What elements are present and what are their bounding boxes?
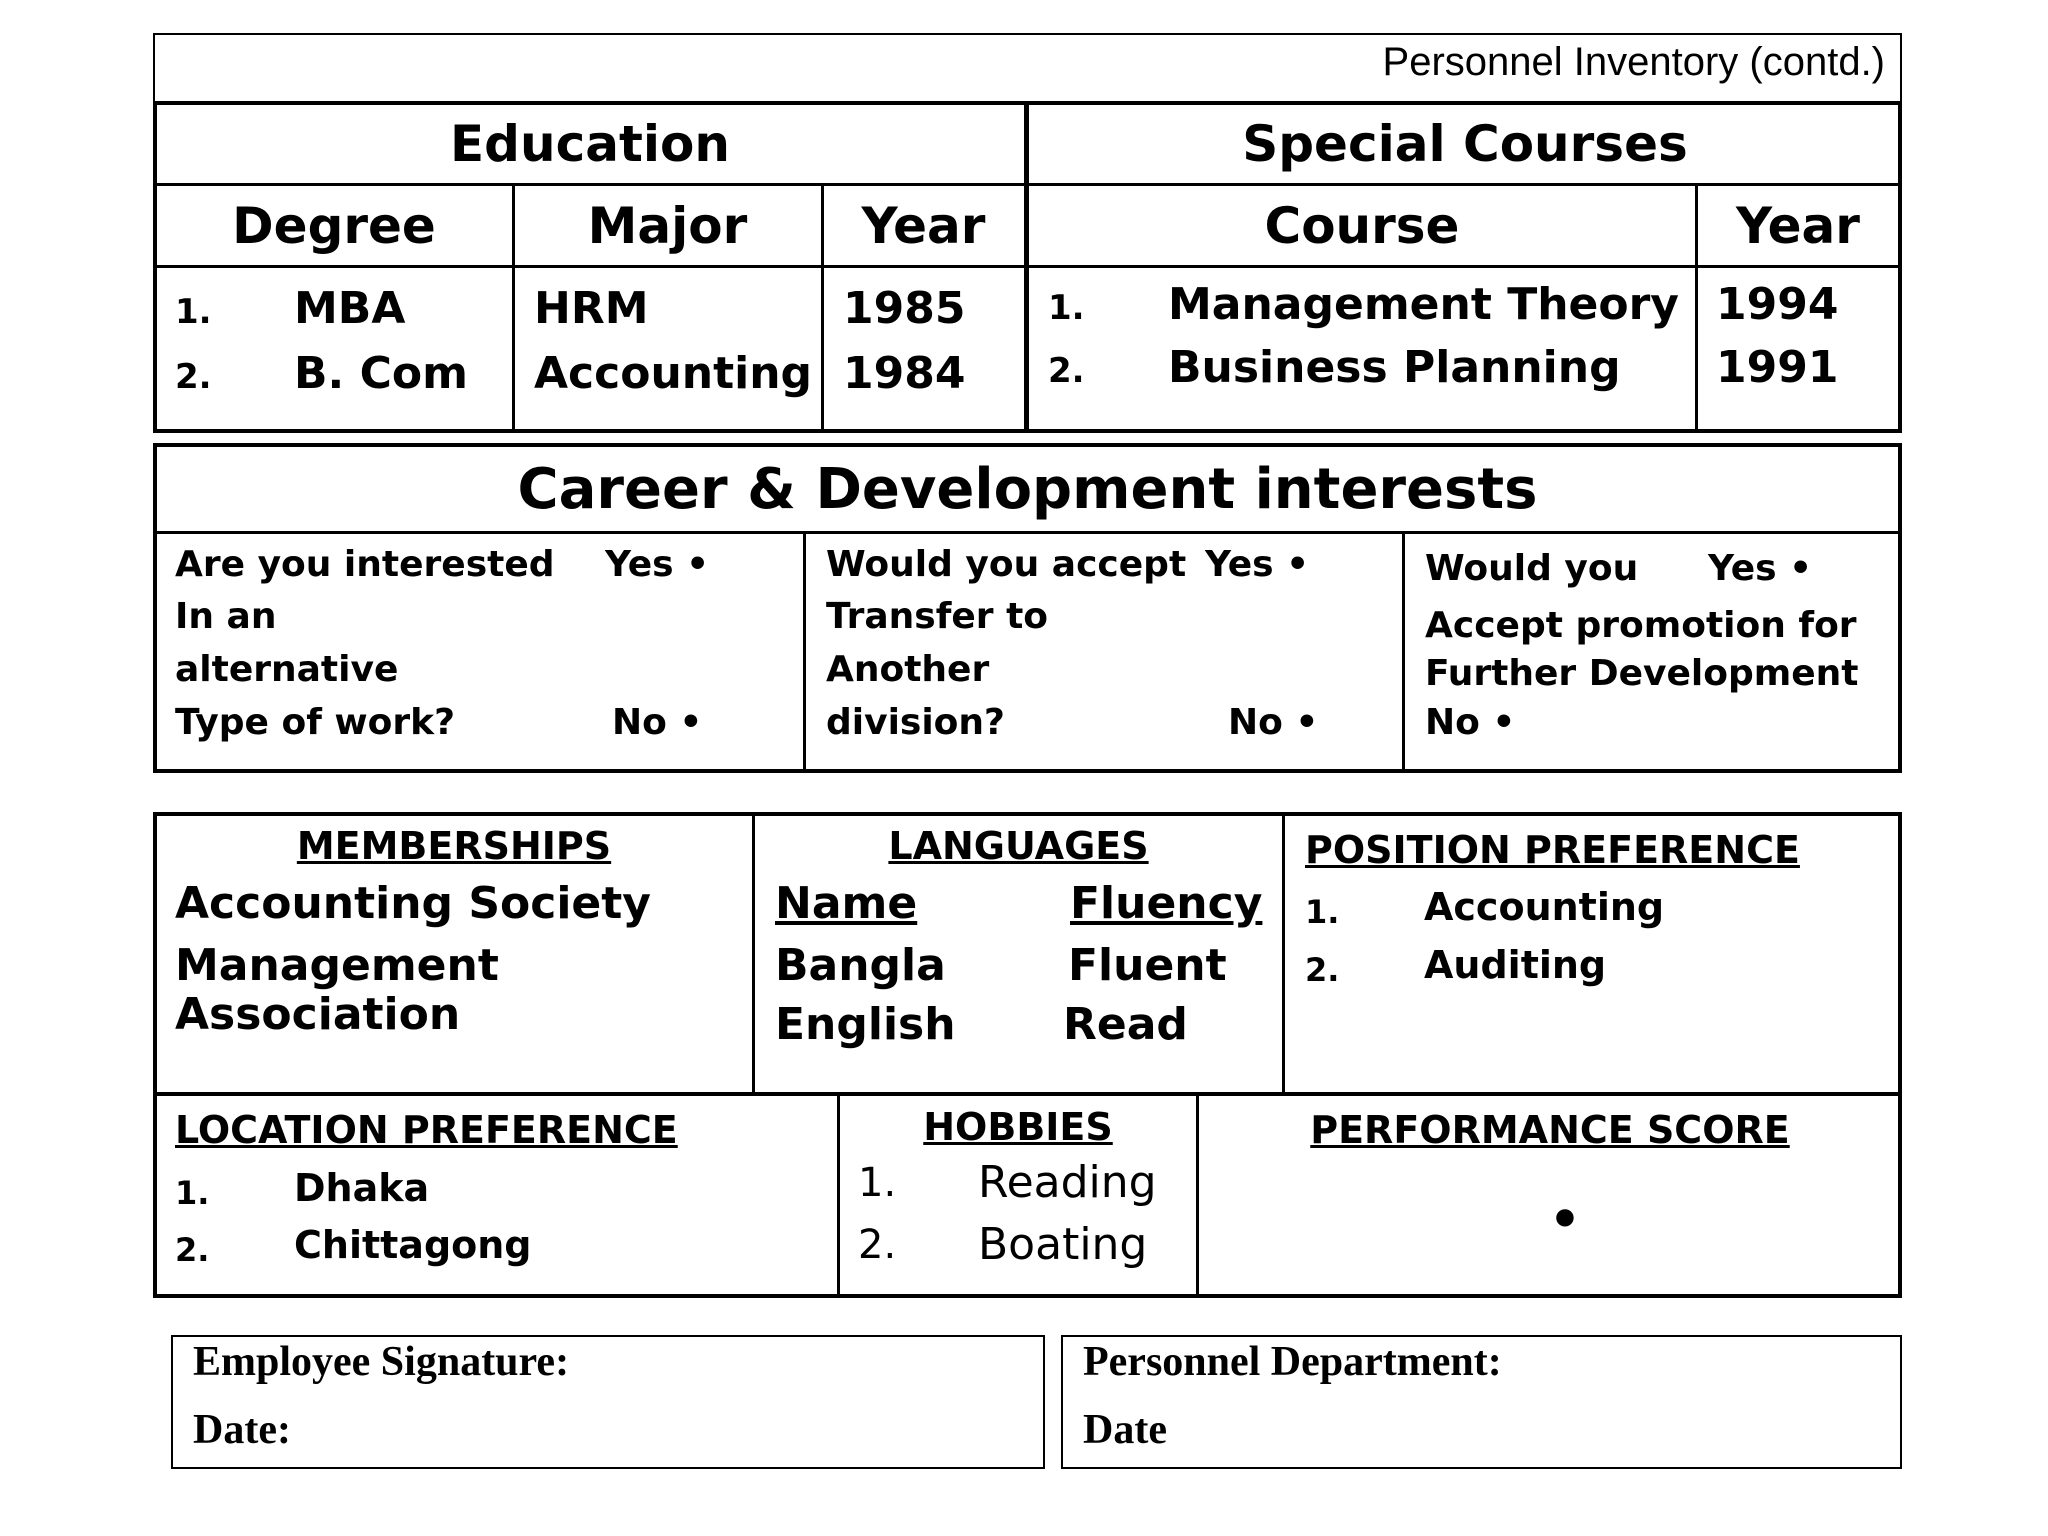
special-courses-title: Special Courses: [1242, 115, 1688, 173]
language-name: Bangla: [775, 940, 946, 991]
performance-title: PERFORMANCE SCORE: [1310, 1108, 1790, 1152]
col-degree: Degree: [232, 197, 436, 255]
hobby-item: Reading: [978, 1157, 1157, 1208]
q3-no-option[interactable]: No •: [1425, 702, 1516, 743]
memberships-title: MEMBERSHIPS: [296, 824, 612, 868]
q2-no-option[interactable]: No •: [1228, 702, 1319, 743]
q1-yes-option[interactable]: Yes •: [605, 544, 710, 585]
q2-yes-option[interactable]: Yes •: [1205, 544, 1310, 585]
q3-yes-option[interactable]: Yes •: [1708, 548, 1813, 589]
hobby-num: 1.: [858, 1160, 897, 1206]
course-row-num: 1.: [1048, 288, 1085, 328]
languages-col-fluency: Fluency: [1070, 878, 1263, 929]
course-row-num: 2.: [1048, 351, 1085, 391]
personnel-department-label: Personnel Department:: [1083, 1339, 1502, 1385]
membership-item: Management: [175, 940, 499, 991]
position-pref-title: POSITION PREFERENCE: [1305, 828, 1800, 872]
col-course: Course: [1264, 197, 1460, 255]
position-pref-num: 2.: [1305, 951, 1340, 989]
q2-line: Would you accept: [826, 544, 1187, 585]
edu-row-year: 1985: [843, 283, 966, 334]
divider: [155, 531, 1900, 534]
divider: [752, 814, 755, 1093]
q1-line: Type of work?: [175, 702, 455, 743]
languages-col-name: Name: [775, 878, 918, 929]
col-major: Major: [587, 197, 748, 255]
location-pref-title: LOCATION PREFERENCE: [175, 1108, 678, 1152]
edu-row-num: 1.: [175, 292, 212, 332]
languages-title: LANGUAGES: [888, 824, 1149, 868]
membership-item: Accounting Society: [175, 878, 651, 929]
membership-item: Association: [175, 989, 461, 1040]
divider: [1196, 1095, 1199, 1296]
performance-score-bullet: •: [1547, 1185, 1583, 1255]
position-pref-num: 1.: [1305, 893, 1340, 931]
edu-row-degree: MBA: [294, 283, 406, 334]
divider: [837, 1095, 840, 1296]
q1-line: In an: [175, 596, 277, 637]
q3-line: Further Development: [1425, 653, 1859, 694]
hobby-item: Boating: [978, 1219, 1148, 1270]
divider: [1282, 814, 1285, 1093]
divider: [155, 265, 1900, 268]
employee-date-label: Date:: [193, 1407, 291, 1453]
divider: [1402, 533, 1405, 771]
q2-line: Another: [826, 649, 990, 690]
edu-row-year: 1984: [843, 348, 966, 399]
edu-row-major: Accounting: [534, 348, 813, 399]
language-fluency: Fluent: [1068, 940, 1227, 991]
divider: [155, 1092, 1900, 1096]
course-row-name: Business Planning: [1168, 342, 1621, 393]
position-pref-item: Auditing: [1424, 943, 1607, 987]
location-pref-num: 2.: [175, 1231, 210, 1269]
divider: [155, 183, 1900, 186]
q1-line: Are you interested: [175, 544, 555, 585]
q3-line: Accept promotion for: [1425, 605, 1857, 646]
education-title: Education: [450, 115, 730, 173]
q2-line: Transfer to: [826, 596, 1049, 637]
q1-no-option[interactable]: No •: [612, 702, 703, 743]
col-year: Year: [861, 197, 986, 255]
language-fluency: Read: [1063, 999, 1188, 1050]
q3-line: Would you: [1425, 548, 1639, 589]
edu-row-major: HRM: [534, 283, 649, 334]
divider: [821, 184, 824, 431]
location-pref-item: Chittagong: [294, 1223, 532, 1267]
course-row-year: 1991: [1716, 342, 1839, 393]
location-pref-num: 1.: [175, 1174, 210, 1212]
divider: [803, 533, 806, 771]
hobbies-title: HOBBIES: [923, 1105, 1113, 1149]
q2-line: division?: [826, 702, 1005, 743]
q1-line: alternative: [175, 649, 399, 690]
course-row-name: Management Theory: [1168, 279, 1679, 330]
course-row-year: 1994: [1716, 279, 1839, 330]
employee-signature-label: Employee Signature:: [193, 1339, 570, 1385]
career-title: Career & Development interests: [517, 457, 1538, 522]
position-pref-item: Accounting: [1424, 885, 1665, 929]
hobby-num: 2.: [858, 1222, 897, 1268]
edu-row-num: 2.: [175, 357, 212, 397]
location-pref-item: Dhaka: [294, 1166, 430, 1210]
language-name: English: [775, 999, 956, 1050]
edu-row-degree: B. Com: [294, 348, 468, 399]
personnel-date-label: Date: [1083, 1407, 1167, 1453]
col-course-year: Year: [1736, 197, 1860, 255]
page-title: Personnel Inventory (contd.): [1382, 40, 1885, 84]
